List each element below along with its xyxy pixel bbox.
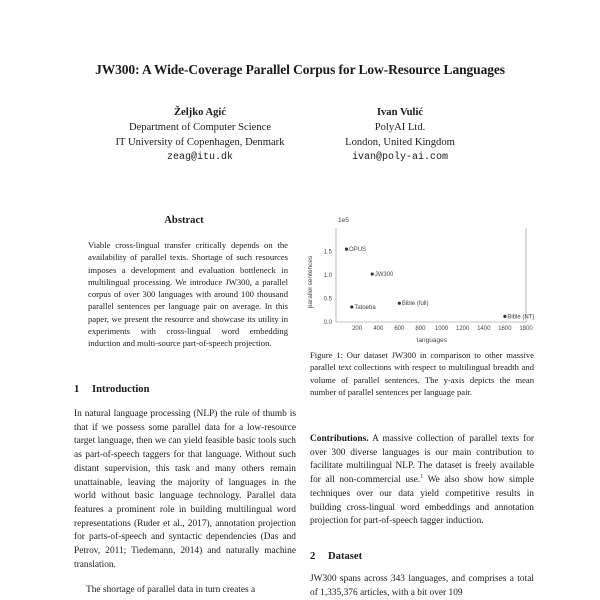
x-tick-label: 1600 (498, 326, 512, 332)
contributions-paragraph (310, 433, 534, 529)
data-point-label: Bible (full) (401, 301, 429, 308)
y-tick-label: 0.0 (323, 320, 332, 326)
x-tick-label: 400 (373, 326, 384, 332)
x-tick-label: 1000 (434, 326, 449, 332)
contributions-lead: Contributions. (310, 434, 369, 444)
x-tick-label: 1400 (477, 326, 491, 332)
author-affiliation: London, United Kingdom (345, 137, 455, 148)
author-affiliation: Department of Computer Science (128, 122, 272, 133)
contributions-text: We also show how simple techniques over our data yield competitive results in building cross-lingual word embeddings and annotation projection for part-of-speech tagger induction. (310, 475, 534, 527)
section-number: 2 (310, 551, 316, 562)
author-email: zeag@itu.dk (166, 152, 233, 163)
author-name: Željko Agić (173, 107, 227, 118)
y-tick-label: 1.5 (323, 249, 332, 256)
y-axis-label: parallel sentences (307, 255, 314, 309)
x-axis-label: languages (417, 337, 447, 344)
data-point (371, 272, 374, 275)
section-number: 1 (74, 384, 80, 395)
data-point-label: OPUS (349, 247, 367, 254)
x-tick-label: 200 (352, 326, 363, 332)
intro-paragraph: The shortage of parallel data in turn creates a (86, 585, 256, 595)
y-tick-label: 1.0 (323, 273, 332, 279)
data-point (350, 305, 353, 308)
dataset-paragraph: JW300 spans across 343 languages, and comprises a total of 1,335,376 articles, with a bit over 109 (310, 574, 534, 598)
footnote-marker[interactable]: 1 (420, 473, 424, 480)
section-heading-introduction (74, 384, 150, 395)
intro-paragraph: In natural language processing (NLP) the rule of thumb is that if we possess some parallel data for a low-resource target language, then we can yield feasible basic tools such as part-of-speech taggers for that language. Without such distant supervision, this task and many others remain unattainable, leaving the majority of languages in the world without basic language technology. Parallel data features a prominent role in building multilingual word representations (Ruder et al., 2017), annotation projection for parts-of-speech and syntactic dependencies (Das and Petrov, 2011; Tiedemann, 2014) and naturally machine translation. (74, 409, 296, 570)
data-point (398, 302, 401, 305)
section-heading-dataset (310, 551, 362, 562)
abstract-heading: Abstract (164, 215, 204, 226)
x-tick-label: 800 (415, 326, 426, 332)
abstract-text: Viable cross-lingual transfer critically depends on the availability of parallel texts. Shortage of such resources imposes a development and evaluation bottleneck in multilingual processing. We introduce JW300, a parallel corpus of over 300 languages with around 100 thousand parallel sentences per language pair on average. In this paper, we present the resource and showcase its utility in experiments with cross-lingual word embedding induction and multi-source part-of-speech projection. (88, 240, 288, 349)
data-point-label: Tatoeba (354, 304, 376, 311)
contributions-text: A massive collection of parallel texts for over 300 diverse languages is our main contribution to facilitate multilingual NLP. The dataset is freely available for all non-commercial use. (310, 434, 535, 486)
section-title: Introduction (92, 384, 150, 395)
section-title: Dataset (328, 551, 363, 562)
y-tick-label: 0.5 (323, 296, 332, 303)
x-tick-label: 1800 (519, 326, 533, 332)
author-affiliation: PolyAI Ltd. (374, 122, 426, 133)
data-point (503, 315, 506, 318)
author-name: Ivan Vulić (376, 107, 424, 118)
x-tick-label: 1200 (455, 326, 470, 332)
data-point (345, 248, 348, 251)
author-affiliation: IT University of Copenhagen, Denmark (115, 137, 285, 148)
data-point-label: Bible (NT) (507, 314, 535, 321)
data-point-label: JW300 (374, 272, 394, 279)
x-tick-label: 600 (394, 326, 405, 332)
author-block (270, 105, 530, 165)
author-email: ivan@poly-ai.com (351, 152, 448, 163)
y-scale-label: 1e5 (338, 217, 349, 224)
figure-caption: Figure 1: Our dataset JW300 in comparison to other massive parallel text collections with respect to multilingual breadth and volume of parallel sentences. The y-axis depicts the mean number of parallel sentences per language pair. (310, 350, 534, 397)
figure-scatter-chart (298, 212, 538, 347)
paper-title: JW300: A Wide-Coverage Parallel Corpus for Low-Resource Languages (95, 62, 505, 77)
